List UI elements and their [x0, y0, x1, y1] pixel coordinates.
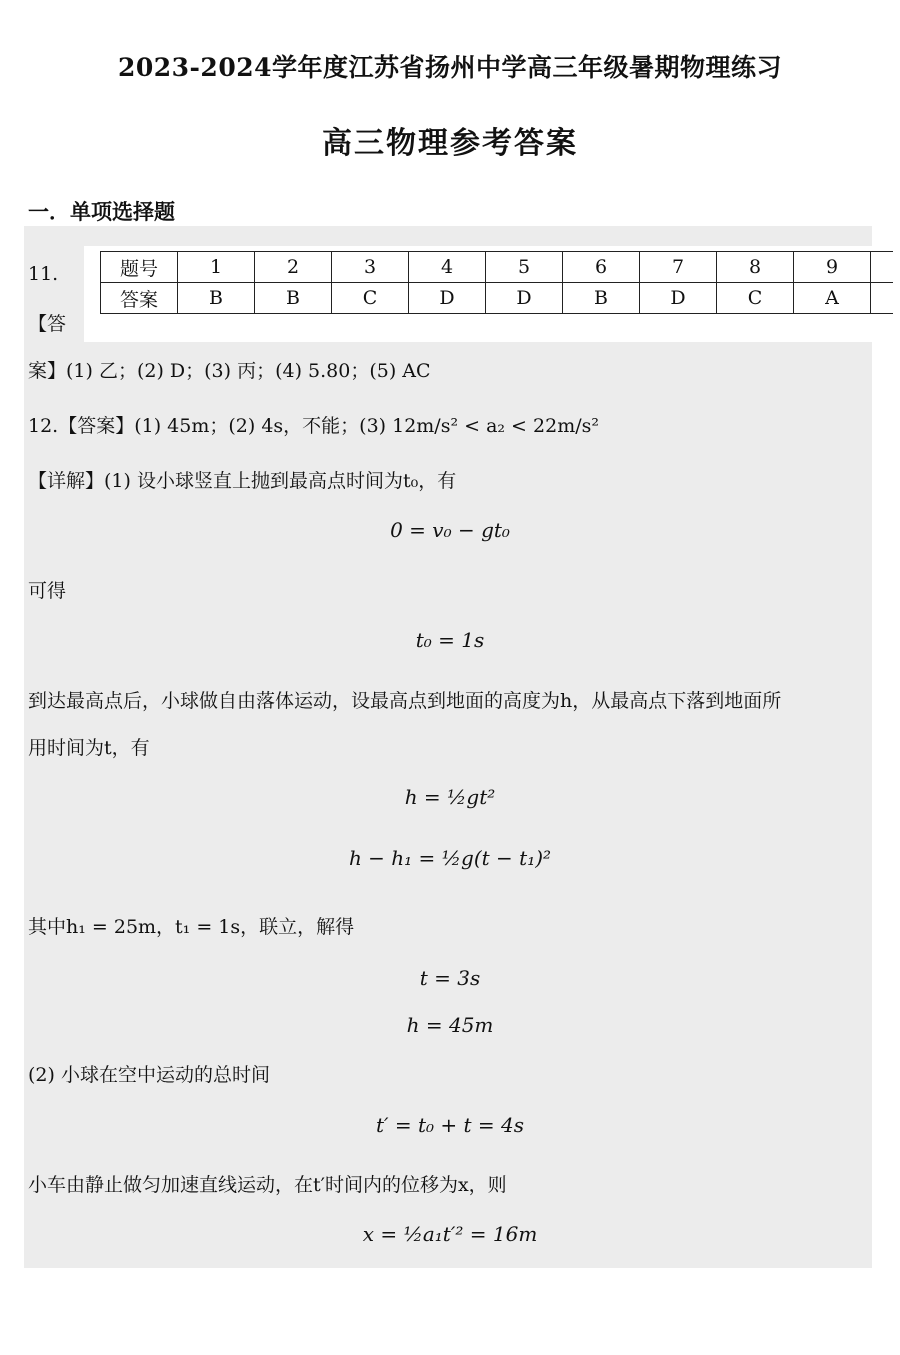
- paragraph-2: 用时间为t，有: [28, 737, 150, 759]
- table-cell: 2: [255, 252, 332, 283]
- table-cell: 1: [178, 252, 255, 283]
- equation-8: x = ½a₁t′² = 16m: [362, 1222, 538, 1246]
- table-cell: 5: [486, 252, 563, 283]
- table-row: [101, 283, 894, 314]
- table-cell: [871, 252, 894, 283]
- q11-answer: 案】(1) 乙；(2) D；(3) 丙；(4) 5.80；(5) AC: [28, 360, 431, 382]
- equation-4: h − h₁ = ½g(t − t₁)²: [348, 846, 552, 870]
- table-cell: 3: [332, 252, 409, 283]
- paragraph-3: 小车由静止做匀加速直线运动，在t′时间内的位移为x，则: [28, 1174, 507, 1196]
- table-cell: 6: [563, 252, 640, 283]
- table-cell: [871, 283, 894, 314]
- text-kede: 可得: [28, 580, 67, 602]
- part-2-heading: (2) 小球在空中运动的总时间: [28, 1064, 270, 1086]
- table-row: [101, 252, 894, 283]
- section-heading: 一．单项选择题: [28, 199, 175, 224]
- answer-table: [100, 251, 893, 314]
- equation-3: h = ½gt²: [404, 785, 496, 809]
- detail-intro: 【详解】(1) 设小球竖直上抛到最高点时间为t₀，有: [28, 470, 457, 492]
- q11-number: 11.: [28, 263, 59, 285]
- table-cell: 8: [717, 252, 794, 283]
- document-title: 2023-2024学年度江苏省扬州中学高三年级暑期物理练习: [117, 53, 783, 82]
- row-label-answer: 答案: [101, 283, 178, 314]
- table-cell: B: [178, 283, 255, 314]
- q11-tag: 【答: [28, 313, 67, 335]
- table-cell: B: [255, 283, 332, 314]
- where-text: 其中h₁ = 25m，t₁ = 1s，联立，解得: [28, 916, 355, 938]
- table-cell: 4: [409, 252, 486, 283]
- table-cell: A: [794, 283, 871, 314]
- table-cell: B: [563, 283, 640, 314]
- table-cell: 7: [640, 252, 717, 283]
- paragraph-1: 到达最高点后，小球做自由落体运动，设最高点到地面的高度为h，从最高点下落到地面所: [28, 690, 782, 712]
- table-cell: C: [717, 283, 794, 314]
- document-subtitle: 高三物理参考答案: [322, 126, 578, 161]
- q12-answer: 12.【答案】(1) 45m；(2) 4s，不能；(3) 12m/s² < a₂ < 22m/s²: [28, 415, 599, 437]
- table-cell: D: [409, 283, 486, 314]
- table-cell: C: [332, 283, 409, 314]
- table-cell: D: [640, 283, 717, 314]
- table-cell: D: [486, 283, 563, 314]
- equation-2: t₀ = 1s: [415, 628, 485, 652]
- table-cell: 9: [794, 252, 871, 283]
- row-label-number: 题号: [101, 252, 178, 283]
- equation-6: h = 45m: [406, 1013, 494, 1037]
- equation-5: t = 3s: [419, 966, 481, 990]
- equation-1: 0 = v₀ − gt₀: [390, 518, 510, 542]
- equation-7: t′ = t₀ + t = 4s: [375, 1113, 525, 1137]
